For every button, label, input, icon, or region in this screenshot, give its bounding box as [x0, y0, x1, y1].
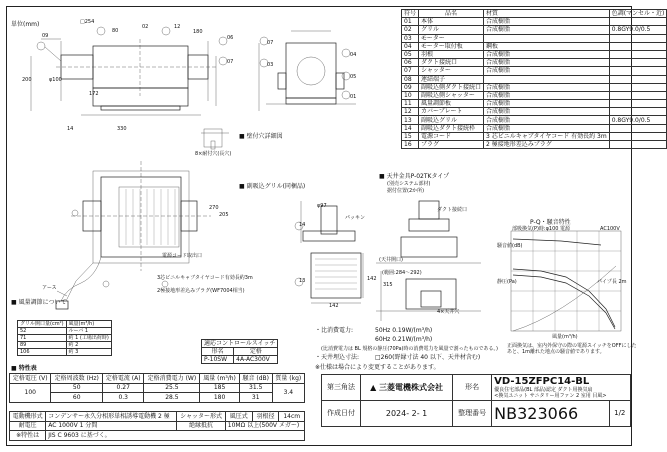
parts-row: 11 風量調節板 合成樹脂 [402, 100, 667, 108]
parts-row: 09 副吸込側ダクト接続口 合成樹脂 [402, 83, 667, 91]
consumption-50hz: 50Hz 0.19W/(m³/h) [375, 327, 433, 334]
spec-header: 定格消費電力 (W) [144, 374, 200, 384]
grill-detail-label: ■ 壁付穴詳細図 [239, 133, 283, 140]
spec-table: 定格電圧 (V) 定格周波数 (Hz) 定格電流 (A) 定格消費電力 (W) 風量 (m³/h) 騒音 (dB) 質量 (kg) 100 50 0.27 25.5 185 31.5 3.4 60 0.3 28.5 180 31 [9, 373, 305, 403]
drawing-number: NB323066 [492, 401, 609, 427]
spec-title: ■ 特性表 [11, 365, 37, 372]
airflow-table: グリル開口量(cm²) 風量(m³/h) 52 ルーバ 1 71 約 1 (工場出荷時) 89 約 2 106 約 3 [17, 320, 112, 356]
spec-header: 定格周波数 (Hz) [51, 374, 102, 384]
pipe-label: パイプ長 2m [597, 279, 627, 285]
square-hole: 4×天井穴 [437, 309, 460, 315]
parts-row: 12 カバープレート 合成樹脂 [402, 108, 667, 116]
spec-header: 定格電流 (A) [102, 374, 143, 384]
air-flow-note: ■ 風量調節について [11, 299, 67, 306]
unit-label: 単位(mm) [11, 21, 40, 28]
model-desc1: 優良住宅部品(BL 部品)認定 ダクト用換気扇 [494, 387, 593, 393]
spec-header: 定格電圧 (V) [10, 374, 51, 384]
parts-header-material: 材質 [484, 10, 610, 18]
ceiling-size-label: ・天井埋込寸法: [315, 354, 360, 361]
parts-row: 04 モーター取付板 鋼板 [402, 42, 667, 50]
hanger-label: 8×耐付穴(長穴) [195, 151, 232, 157]
company-name: 三菱電機株式会社 [379, 383, 444, 392]
parts-row: 08 連結端子 [402, 75, 667, 83]
consumption-label: ・比消費電力: [315, 327, 354, 334]
parts-row: 16 プラグ 2 極接地形差込みプラグ [402, 141, 667, 149]
earth-label: アース [42, 285, 57, 291]
created-date: 2024- 2- 1 [361, 401, 453, 427]
parts-row: 13 副吸込グリル 合成樹脂 0.8GY9.0/0.5 [402, 116, 667, 124]
opening-dims: (範囲:284～292) [382, 270, 422, 276]
static-axis: 静圧(Pa) [497, 279, 517, 285]
pq-legend1: 部吸換気(P)時:φ100 電源 [512, 226, 571, 232]
title-block [321, 374, 631, 427]
parts-row: 05 羽根 合成樹脂 [402, 50, 667, 58]
parts-header-color: 色調(マンセル・近) [609, 10, 667, 18]
pq-chart [7, 7, 8, 8]
consumption-60hz: 60Hz 0.21W/(m³/h) [375, 336, 433, 343]
parts-row: 03 モーター [402, 34, 667, 42]
model-desc2: <換気ユニット サニタリー用ファン 2 室用 目風> [494, 393, 607, 399]
spec-header: 騒音 (dB) [239, 374, 272, 384]
plug-label: 2極接地形差込みプラグ(WF7004相当) [157, 288, 245, 294]
parts-row: 14 副吸込ダクト接続枠 合成樹脂 [402, 124, 667, 132]
wire-label: 3芯ビニルキャブタイヤコード有効長約3m [157, 275, 253, 281]
footnote: 正面換気は、室内外保守の際の電源スイッチをOFFにしたあと、1m離れた地点の騒音値であります。 [507, 343, 637, 355]
parts-row: 10 副吸込側シャッター 合成樹脂 [402, 91, 667, 99]
created-label: 作成日付 [322, 401, 361, 427]
consumption-note: (比消費電力は BL 規格の静圧(70Pa)時の消費電力を風量で割ったものである。) [321, 346, 498, 352]
pq-legend2: AC100V [600, 226, 620, 232]
parts-row: 06 ダクト接続口 合成樹脂 [402, 59, 667, 67]
switch-table: 適応コントロールスイッチ 形名 定格 P-10SW 4A-AC300V [201, 339, 278, 364]
power-outlet-label: 電源コード取出口 [162, 253, 203, 259]
spec-change-note: ※仕様は場合により変更することがあります。 [315, 364, 440, 371]
drawing-sheet: 単位(mm) □254 80 09 02 12 180 06 07 200 φ100 172 330 14 07 03 04 05 01 ■ 壁付穴詳細図 8×耐付穴(長穴) 電源コード取出口 3芯ビニルキャブタイヤコード有効長約3m 2極接地形差込みプラグ(WF7004相当) アース 270 205 ■ 副吸込グリル(同梱品) φ97 パッキン 14 13 142 142 ■ 天井金具P-02TKタイプ (別売システム部材) 据付位置(2か所) ダクト接続口 (範囲:284～292) (天井開口) 315 4×天井穴 符号 品名 材質 色調(マンセル・近) 01 本体 合成樹脂 02 グリル 合成樹脂 0.8GY9.0/0.5 03 モーター 04 モーター取付板 鋼板 05 羽根 合成樹脂 06 ダクト接続口 合成樹脂 07 シャッター 合成樹脂 08 連結端子 09 副吸込側ダクト接続口 合成樹脂 10 副吸込側シャッター 合成樹脂 11 風量調節板 合成樹脂 12 カバープレート 合成樹脂 13 副吸込グリル 合成樹脂 0.8GY9.0/0.5 14 副吸込ダクト接続枠 合成樹脂 15 電源コード 3 芯ビニルキャブタイヤコード 有効長約 3m 16 プラグ 2 極接地形差込みプラグ P-Q・騒音特性 部吸換気(P)時:φ100 電源 AC100V 騒音値(dB) 静圧(Pa) パイプ長 2m 風量(m³/h) 正面換気は、室内外保守の際の電源スイッチをOFFにしたあと、1m離れた地点の騒音値であります。 ■ 風量調節について グリル開口量(cm²) 風量(m³/h) 52 ルーバ 1 71 約 1 (工場出荷時) 89 約 2 106 約 3 適応コントロールスイッチ 形名 定格 P-10SW 4A-AC300V ・比消費電力: 50Hz 0.19W/(m³/h) 60Hz 0.21W/(m³/h) (比消費電力は BL 規格の静圧(70Pa)時の消費電力を風量で割ったものである。) ・天井埋込寸法: □260(野縁寸法 40 以下、天井材含む) ※仕様は場合により変更することがあります。 ■ 特性表 定格電圧 (V) 定格周波数 (Hz) 定格電流 (A) 定格消費電力 (W) 風量 (m³/h) 騒音 (dB) 質量 (kg) 100 50 0.27 25.5 185 31.5 3.4 60 0.3 28.5 180 31 電動機形式 コンデンサー永久分相形単相誘導電動機 2 極 シャッター形式 風圧式 羽根径 14cm 耐電圧 AC 1000V 1 分間 絶縁抵抗 10MΩ 以上(500V メガー) ※特性は JIS C 9603 に基づく。 第三角法 ▲ 三菱電機株式会社 形名 VD-15ZFPC14-BL 優良住宅部品(BL 部品)認定 ダクト用換気扇 <換気ユニット サニタリー用ファン 2 室用 目風> 作成日付 2024- 2- 1 整理番号 NB323066 1/2 [6, 6, 632, 446]
company-logo-icon: ▲ [370, 383, 377, 392]
ceiling-sub2: 据付位置(2か所) [387, 188, 425, 194]
parts-table [401, 9, 667, 149]
parts-row: 15 電源コード 3 芯ビニルキャブタイヤコード 有効長約 3m [402, 132, 667, 140]
sub-grill-label: ■ 副吸込グリル(同梱品) [239, 183, 306, 190]
parts-row: 02 グリル 合成樹脂 0.8GY9.0/0.5 [402, 26, 667, 34]
parts-row: 07 シャッター 合成樹脂 [402, 67, 667, 75]
number-label: 整理番号 [453, 401, 492, 427]
page-number: 1/2 [609, 401, 630, 427]
parts-header-code: 符号 [402, 10, 419, 18]
ceiling-type-label: ■ 天井金具P-02TKタイプ [379, 173, 450, 180]
noise-axis: 騒音値(dB) [497, 243, 523, 249]
parts-row: 01 本体 合成樹脂 [402, 18, 667, 26]
angle-label: 第三角法 [322, 375, 361, 401]
spec-header: 風量 (m³/h) [200, 374, 239, 384]
spec-extra-table: 電動機形式 コンデンサー永久分相形単相誘導電動機 2 極 シャッター形式 風圧式 羽根径 14cm 耐電圧 AC 1000V 1 分間 絶縁抵抗 10MΩ 以上(500V メガー) ※特性は JIS C 9603 に基づく。 [9, 411, 305, 441]
spec-header: 質量 (kg) [272, 374, 304, 384]
ceiling-opening: (天井開口) [379, 257, 403, 263]
model-number: VD-15ZFPC14-BL [494, 376, 590, 387]
flow-axis: 風量(m³/h) [552, 334, 578, 340]
model-label: 形名 [453, 375, 492, 401]
ceiling-sub1: (別売システム部材) [387, 181, 431, 187]
parts-header-name: 品名 [419, 10, 484, 18]
pq-title: P-Q・騒音特性 [530, 219, 571, 226]
ceiling-size-value: □260(野縁寸法 40 以下、天井材含む) [375, 354, 481, 361]
